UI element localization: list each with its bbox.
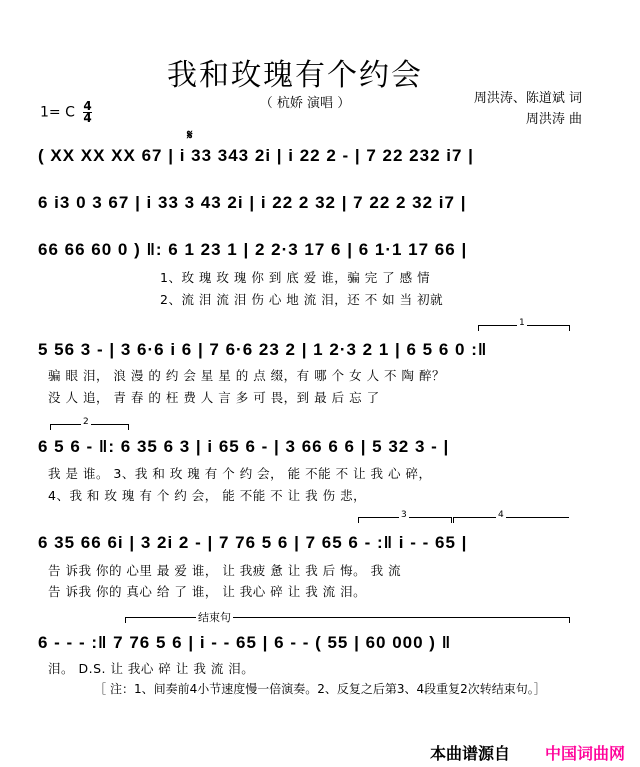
key-signature: [40, 101, 92, 124]
key-label: 1= C: [40, 104, 75, 121]
score-line-7: 6 - - - :‖ 7 76 5 6 | i - - 65 | 6 - - ( 55 | 60 000 ) ‖: [38, 633, 452, 652]
score-line-1: ( XX XX XX 67 | i 33 343 2i | i 22 2 - | 7 22 232 i7 |: [38, 146, 474, 165]
coda-bracket: [125, 611, 570, 624]
lyrics-line-6-verse-4: 告 诉我 你的 真心 给 了 谁， 让 我心 碎 让 我 流 泪。: [48, 584, 367, 599]
lyricist-credit: 周洪涛、陈道斌 词: [473, 91, 582, 106]
volta-bracket-2: [50, 417, 129, 430]
time-signature-denominator: 4: [83, 111, 92, 125]
volta-label: 1: [519, 318, 525, 328]
segno-icon: 𝄋: [187, 128, 193, 143]
footnote: ［ 注：1、间奏前4小节速度慢一倍演奏。2、反复之后第3、4段重复2次转结束句。］: [94, 682, 546, 696]
volta-label: 2: [83, 417, 89, 427]
singer-credit: （ 杭娇 演唱 ）: [259, 96, 351, 111]
lyrics-line-3-verse-2: 2、流 泪 流 泪 伤 心 地 流 泪，还 不 如 当 初就: [160, 292, 444, 307]
time-signature-numerator: 4: [83, 99, 92, 113]
lyrics-line-7: 泪。 D.S. 让 我心 碎 让 我 流 泪。: [48, 661, 255, 676]
score-line-6: 6 35 66 6i | 3 2i 2 - | 7 76 5 6 | 7 65 6 - :‖ i - - 65 |: [38, 533, 468, 552]
lyrics-line-4-verse-2: 没 人 追， 青 春 的 枉 费 人 言 多 可 畏，到 最 后 忘 了: [48, 390, 380, 405]
score-line-2: 6 i3 0 3 67 | i 33 3 43 2i | i 22 2 32 | 7 22 2 32 i7 |: [38, 193, 467, 212]
volta-label: 4: [498, 510, 504, 520]
score-line-3: 66 66 60 0 ) ‖: 6 1 23 1 | 2 2·3 17 6 | 6 1·1 17 66 |: [38, 240, 468, 259]
source-label: 本曲谱源自: [430, 744, 511, 763]
source-site-link[interactable]: 中国词曲网: [545, 744, 626, 763]
score-line-4: 5 56 3 - | 3 6·6 i 6 | 7 6·6 23 2 | 1 2·3 2 1 | 6 5 6 0 :‖: [38, 340, 488, 359]
volta-label: 3: [401, 510, 407, 520]
time-signature: [83, 101, 91, 124]
volta-bracket-4: [453, 510, 569, 523]
lyrics-line-5-verse-4: 4、我 和 玫 瑰 有 个 约 会， 能 不能 不 让 我 伤 悲，: [48, 488, 367, 503]
song-title: 我和玫瑰有个约会: [167, 58, 423, 93]
lyrics-line-4-verse-1: 骗 眼 泪， 浪 漫 的 约 会 星 星 的 点 缀，有 哪 个 女 人 不 陶 醉？: [48, 368, 445, 383]
lyrics-line-6-verse-3: 告 诉我 你的 心里 最 爱 谁， 让 我疲 惫 让 我 后 悔。 我 流: [48, 563, 402, 578]
score-line-5: 6 5 6 - ‖: 6 35 6 3 | i 65 6 - | 3 66 6 6 | 5 32 3 - |: [38, 437, 450, 456]
lyrics-line-5-verse-3: 我 是 谁。 3、我 和 玫 瑰 有 个 约 会， 能 不能 不 让 我 心 碎，: [48, 466, 432, 481]
lyrics-line-3-verse-1: 1、玫 瑰 玫 瑰 你 到 底 爱 谁，骗 完 了 感 情: [160, 270, 431, 285]
volta-bracket-1: [478, 318, 570, 331]
composer-credit: 周洪涛 曲: [525, 112, 582, 127]
coda-label: 结束句: [198, 611, 231, 624]
volta-bracket-3: [358, 510, 452, 523]
